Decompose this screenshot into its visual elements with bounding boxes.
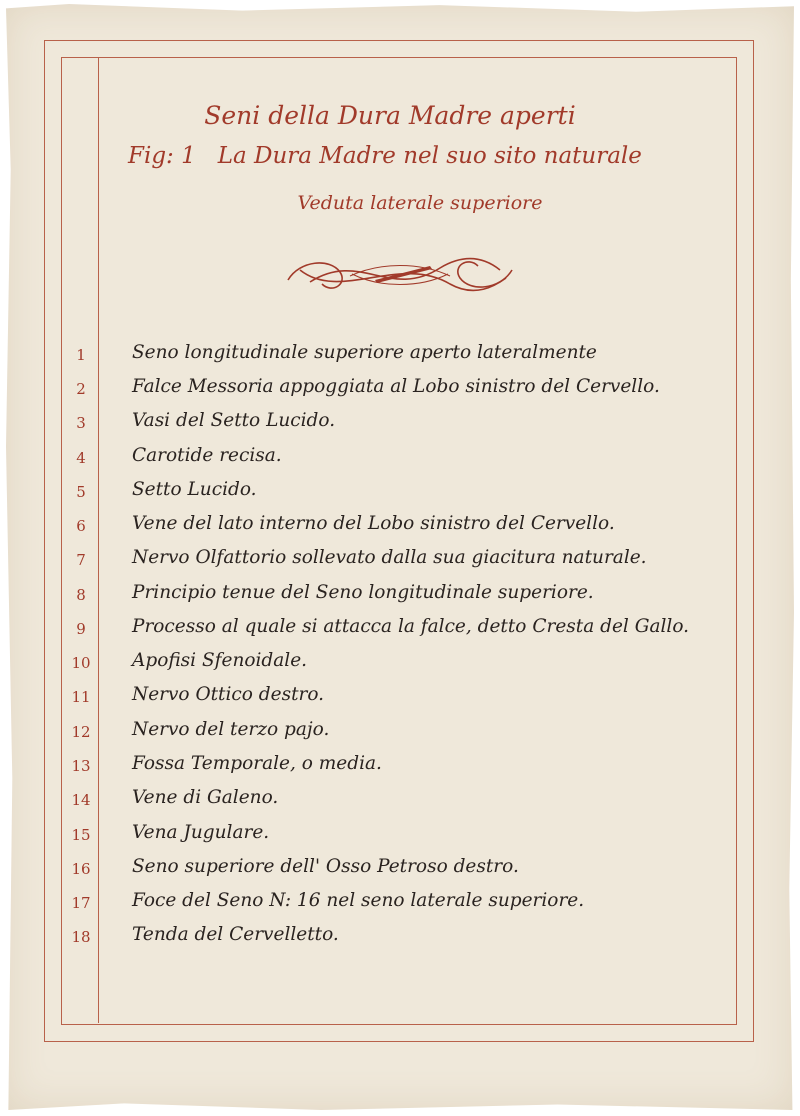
- item-text: Seno longitudinale superiore aperto lateralmente: [132, 342, 597, 363]
- list-item: [0, 648, 800, 678]
- list-item: [0, 580, 800, 610]
- item-text: Carotide recisa.: [132, 445, 282, 466]
- item-text: Setto Lucido.: [132, 479, 257, 500]
- list-item: [0, 374, 800, 404]
- item-text: Vasi del Setto Lucido.: [132, 410, 336, 431]
- item-text: Fossa Temporale, o media.: [132, 753, 382, 774]
- item-number: 9: [76, 620, 86, 638]
- item-number: 8: [76, 586, 86, 604]
- item-number: 1: [76, 346, 86, 364]
- item-text: Tenda del Cervelletto.: [132, 924, 339, 945]
- figure-label: Fig: 1: [128, 143, 196, 169]
- list-item: [0, 888, 800, 918]
- item-number: 2: [76, 380, 86, 398]
- list-item: [0, 751, 800, 781]
- item-number: 6: [76, 517, 86, 535]
- item-text: Nervo Ottico destro.: [132, 684, 325, 705]
- item-number: 3: [76, 414, 86, 432]
- list-item: [0, 545, 800, 575]
- item-text: Vene di Galeno.: [132, 787, 279, 808]
- item-text: Vena Jugulare.: [132, 822, 270, 843]
- item-number: 15: [71, 826, 91, 844]
- list-item: [0, 820, 800, 850]
- list-item: [0, 477, 800, 507]
- item-number: 11: [71, 688, 91, 706]
- calligraphic-flourish: [280, 240, 520, 310]
- item-number: 13: [71, 757, 91, 775]
- list-item: [0, 614, 800, 644]
- item-number: 17: [71, 894, 91, 912]
- list-item: [0, 717, 800, 747]
- list-item: [0, 922, 800, 952]
- title-line-2: [128, 143, 688, 169]
- item-number: 16: [71, 860, 91, 878]
- title-line-3: Veduta laterale superiore: [297, 192, 543, 214]
- item-number: 10: [71, 654, 91, 672]
- item-number: 5: [76, 483, 86, 501]
- item-text: Principio tenue del Seno longitudinale superiore.: [132, 582, 594, 603]
- item-text: Apofisi Sfenoidale.: [132, 650, 308, 671]
- title-line-1: Seni della Dura Madre aperti: [204, 101, 576, 130]
- item-text: Vene del lato interno del Lobo sinistro del Cervello.: [132, 513, 615, 534]
- list-item: [0, 682, 800, 712]
- list-item: [0, 854, 800, 884]
- list-item: [0, 408, 800, 438]
- figure-caption: La Dura Madre nel suo sito naturale: [217, 143, 642, 169]
- item-text: Nervo del terzo pajo.: [132, 719, 330, 740]
- item-number: 14: [71, 791, 91, 809]
- item-text: Foce del Seno N: 16 nel seno laterale superiore.: [132, 890, 585, 911]
- item-number: 4: [76, 449, 86, 467]
- list-item: [0, 340, 800, 370]
- item-text: Nervo Olfattorio sollevato dalla sua giacitura naturale.: [132, 547, 647, 568]
- list-item: [0, 785, 800, 815]
- item-text: Processo al quale si attacca la falce, detto Cresta del Gallo.: [132, 616, 690, 637]
- list-item: [0, 511, 800, 541]
- item-number: 7: [76, 551, 86, 569]
- item-number: 12: [71, 723, 91, 741]
- item-number: 18: [71, 928, 91, 946]
- list-item: [0, 443, 800, 473]
- item-text: Falce Messoria appoggiata al Lobo sinistro del Cervello.: [132, 376, 660, 397]
- item-text: Seno superiore dell' Osso Petroso destro.: [132, 856, 519, 877]
